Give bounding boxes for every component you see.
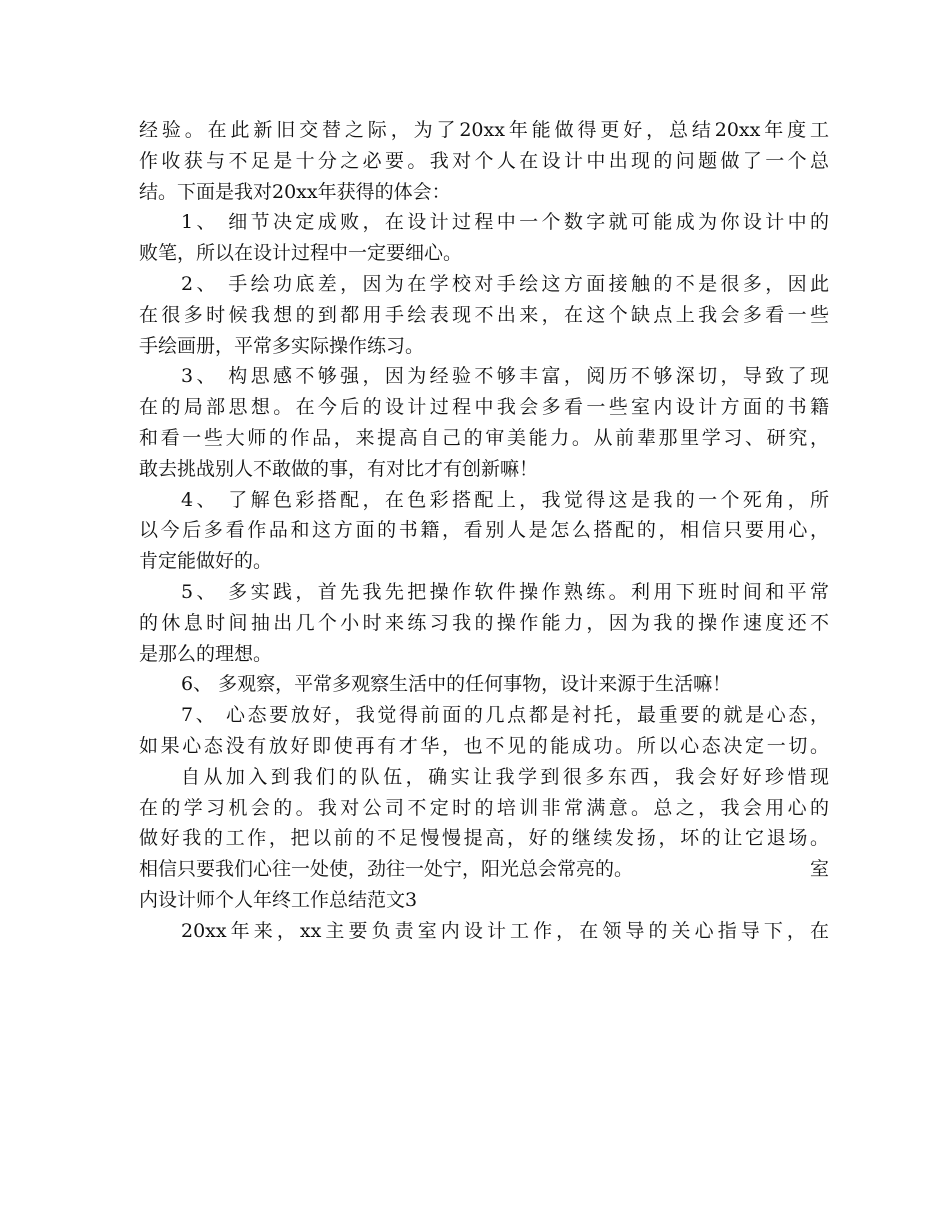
text-line: 和看一些大师的作品，来提高自己的审美能力。从前辈那里学习、研究， [139,426,829,449]
document-body [139,115,829,947]
text-line: 肯定能做好的。 [139,550,273,573]
paragraph-line: 自从加入到我们的队伍，确实让我学到很多东西，我会好好珍惜现 [181,765,829,788]
list-item-4-line: 4、 了解色彩搭配，在色彩搭配上，我觉得这是我的一个死角，所 [181,488,829,511]
text-line: 做好我的工作，把以前的不足慢慢提高，好的继续发扬，坏的让它退场。 [139,827,829,850]
closing-sentence: 相信只要我们心往一处使，劲往一处宁，阳光总会常亮的。 [139,858,634,881]
paragraph-line: 20xx年来，xx主要负责室内设计工作，在领导的关心指导下，在 [181,919,829,942]
text-line: 经验。在此新旧交替之际，为了20xx年能做得更好，总结20xx年度工 [139,119,829,141]
list-item-2-line: 2、 手绘功底差，因为在学校对手绘这方面接触的不是很多，因此 [181,272,829,295]
section-heading: 内设计师个人年终工作总结范文3 [139,888,418,911]
list-item-7-line: 7、 心态要放好，我觉得前面的几点都是衬托，最重要的就是心态， [181,704,829,727]
text-line: 在的局部思想。在今后的设计过程中我会多看一些室内设计方面的书籍 [139,396,829,419]
heading-fragment: 室 [809,858,829,881]
text-line: 作收获与不足是十分之必要。我对个人在设计中出现的问题做了一个总 [139,149,829,172]
text-line: 是那么的理想。 [139,642,273,665]
text-line: 手绘画册，平常多实际操作练习。 [139,334,425,357]
text-line: 的休息时间抽出几个小时来练习我的操作能力，因为我的操作速度还不 [139,611,829,634]
text-line: 如果心态没有放好即使再有才华，也不见的能成功。所以心态决定一切。 [139,734,829,757]
text-line: 在的学习机会的。我对公司不定时的培训非常满意。总之，我会用心的 [139,796,829,819]
text-line: 败笔，所以在设计过程中一定要细心。 [139,242,463,265]
text-line: 以今后多看作品和这方面的书籍，看别人是怎么搭配的，相信只要用心， [139,519,829,542]
text-line: 结。下面是我对20xx年获得的体会： [139,180,451,203]
text-line-with-heading-start [139,854,829,885]
text-line: 在很多时候我想的到都用手绘表现不出来，在这个缺点上我会多看一些 [139,303,829,326]
list-item-6-line: 6、 多观察，平常多观察生活中的任何事物，设计来源于生活嘛！ [181,673,732,696]
list-item-3-line: 3、 构思感不够强，因为经验不够丰富，阅历不够深切，导致了现 [181,365,829,388]
text-line: 敢去挑战别人不敢做的事，有对比才有创新嘛！ [139,457,539,480]
list-item-5-line: 5、 多实践，首先我先把操作软件操作熟练。利用下班时间和平常 [181,580,829,603]
list-item-1-line: 1、 细节决定成败，在设计过程中一个数字就可能成为你设计中的 [181,211,829,234]
